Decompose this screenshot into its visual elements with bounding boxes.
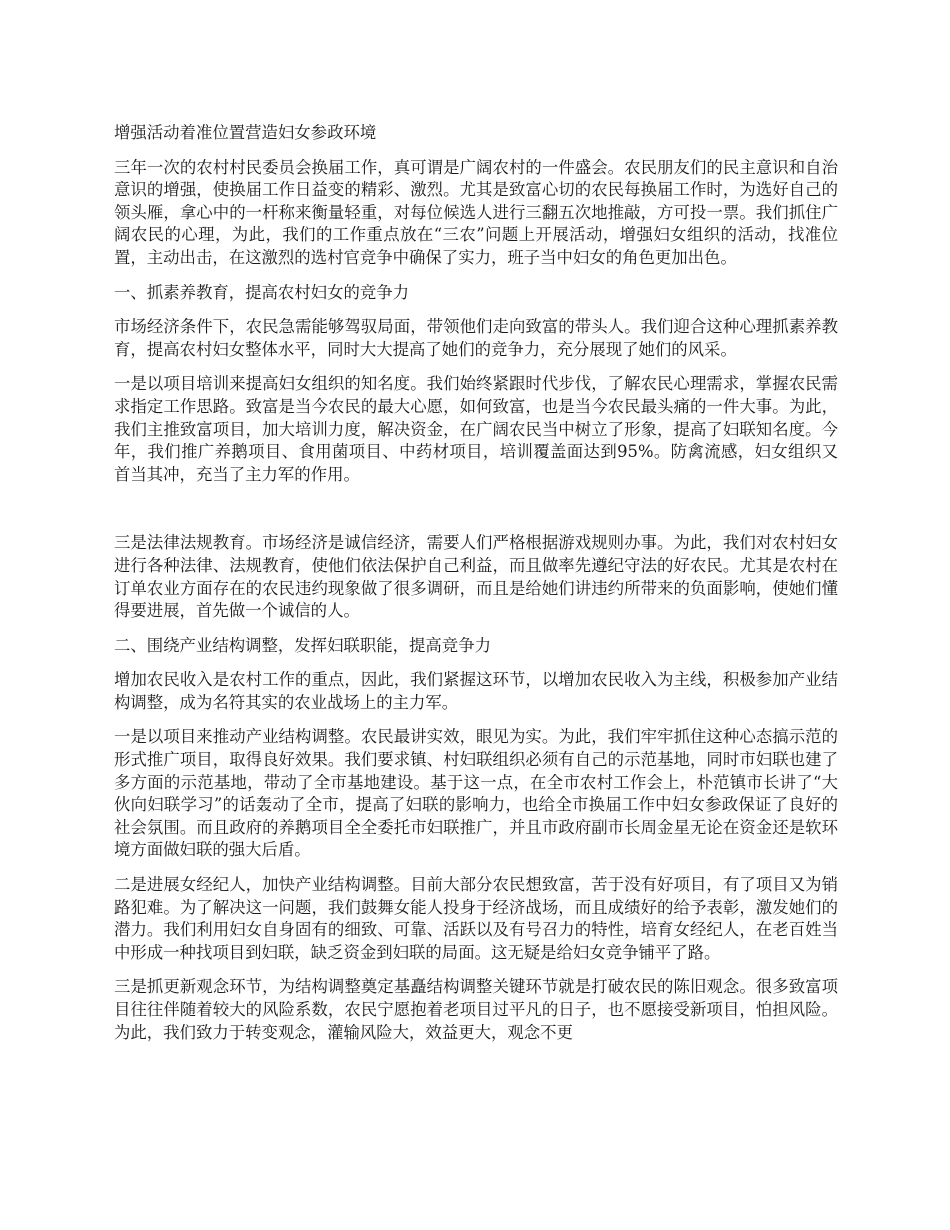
section-1-heading: 一、抓素养教育，提高农村妇女的竞争力	[114, 282, 410, 302]
section-1-paragraph-1: 市场经济条件下，农民急需能够驾驭局面，带领他们走向致富的带头人。我们迎合这种心理抓素养教育，提高农村妇女整体水平，同时大大提高了她们的竞争力，充分展现了她们的风采。	[114, 317, 838, 359]
section-1-paragraph-3: 三是法律法规教育。市场经济是诚信经济，需要人们严格根据游戏规则办事。为此，我们对农村妇女进行各种法律、法规教育，使他们依法保护自己利益，而且做率先遵纪守法的好农民。尤其是农村在订单农业方面存在的农民违约现象做了很多调研，而且是给她们讲违约所带来的负面影响，使她们懂得要进展，首先做一个诚信的人。	[114, 533, 838, 621]
section-2-paragraph-2: 一是以项目来推动产业结构调整。农民最讲实效，眼见为实。为此，我们牢牢抓住这种心态搞示范的形式推广项目，取得良好效果。我们要求镇、村妇联组织必须有自己的示范基地，同时市妇联也建了多方面的示范基地，带动了全市基地建设。基于这一点，在全市农村工作会上，朴范镇市长讲了“大伙向妇联学习”的话轰动了全市，提高了妇联的影响力，也给全市换届工作中妇女参政保证了良好的社会氛围。而且政府的养鹅项目全全委托市妇联推广，并且市政府副市长周金星无论在资金还是软环境方面做妇联的强大后盾。	[114, 727, 838, 860]
intro-paragraph: 三年一次的农村村民委员会换届工作，真可谓是广阔农村的一件盛会。农民朋友们的民主意识和自治意识的增强，使换届工作日益变的精彩、激烈。尤其是致富心切的农民每换届工作时，为选好自己的领头雁，拿心中的一杆称来衡量轻重，对每位候选人进行三翻五次地推敲，方可投一票。我们抓住广阔农民的心理，为此，我们的工作重点放在“三农”问题上开展活动，增强妇女组织的活动，找准位置，主动出击，在这激烈的选村官竞争中确保了实力，班子当中妇女的角色更加出色。	[114, 157, 838, 267]
section-2-heading: 二、围绕产业结构调整，发挥妇联职能，提高竞争力	[114, 635, 491, 655]
section-2-paragraph-1: 增加农民收入是农村工作的重点，因此，我们紧握这环节，以增加农民收入为主线，积极参加产业结构调整，成为名符其实的农业战场上的主力军。	[114, 670, 838, 712]
blank-gap	[114, 498, 838, 532]
section-1-paragraph-2: 一是以项目培训来提高妇女组织的知名度。我们始终紧跟时代步伐，了解农民心理需求，掌握农民需求指定工作思路。致富是当今农民的最大心愿，如何致富，也是当今农民最头痛的一件大事。为此，我们主推致富项目，加大培训力度，解决资金，在广阔农民当中树立了形象，提高了妇联知名度。今年，我们推广养鹅项目、食用菌项目、中药材项目，培训覆盖面达到95%。防禽流感，妇女组织又首当其冲，充当了主力军的作用。	[114, 374, 838, 484]
section-2-paragraph-4: 三是抓更新观念环节，为结构调整奠定基矗结构调整关键环节就是打破农民的陈旧观念。很多致富项目往往伴随着较大的风险系数，农民宁愿抱着老项目过平凡的日子，也不愿接受新项目，怕担风险。为此，我们致力于转变观念，灌输风险大，效益更大，观念不更	[114, 977, 838, 1042]
document-page	[114, 122, 838, 1056]
document-title: 增强活动着准位置营造妇女参政环境	[114, 123, 377, 142]
section-2-paragraph-3: 二是进展女经纪人，加快产业结构调整。目前大部分农民想致富，苦于没有好项目，有了项目又为销路犯难。为了解决这一问题，我们鼓舞女能人投身于经济战场，而且成绩好的给予表彰，激发她们的潜力。我们利用妇女自身固有的细致、可靠、活跃以及有号召力的特性，培育女经纪人，在老百姓当中形成一种找项目到妇联，缺乏资金到妇联的局面。这无疑是给妇女竞争铺平了路。	[114, 875, 838, 962]
